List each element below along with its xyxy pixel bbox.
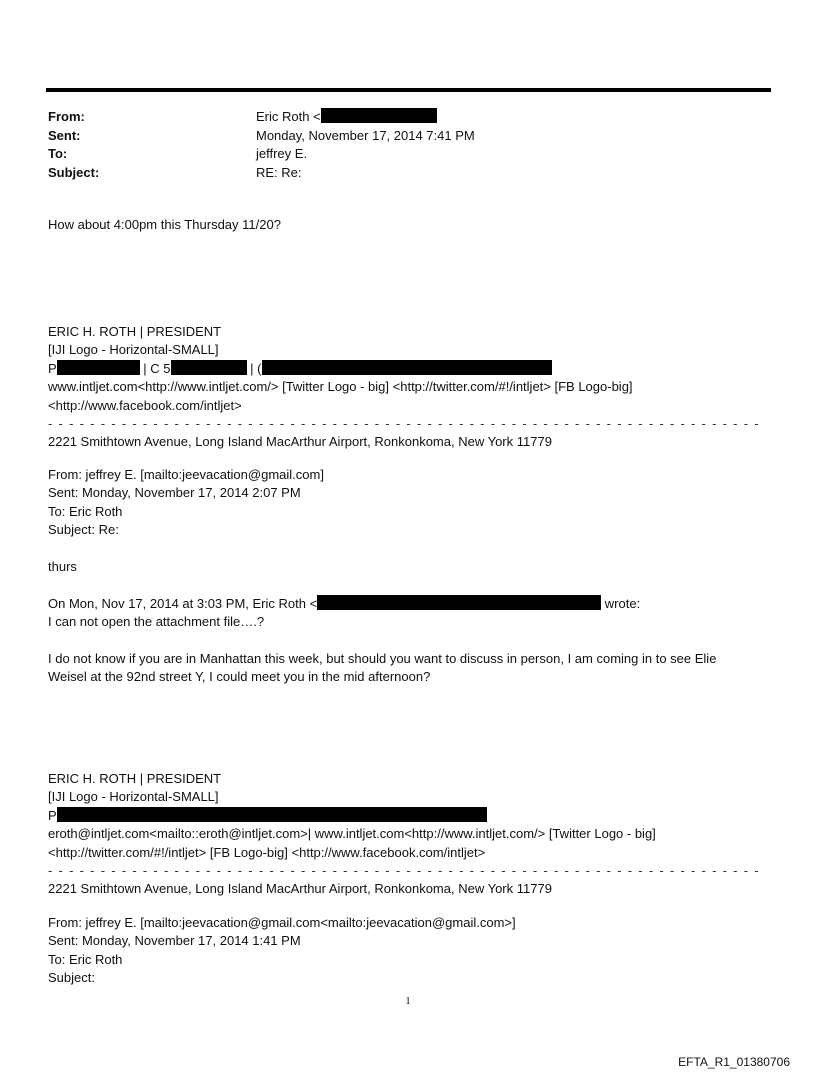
to-label: To: bbox=[48, 146, 68, 161]
sent-value: Monday, November 17, 2014 7:41 PM bbox=[256, 127, 475, 143]
sig-phone-line bbox=[48, 807, 760, 825]
from-value bbox=[256, 108, 437, 127]
dashed-separator: - - - - - - - - - - - - - - - - - - - - - - - - - - - - - - - - - - - - - - - - - - - - - - - - - - - - - - - - - - - - - - - - - - - - bbox=[48, 416, 760, 432]
reply-to: To: Eric Roth bbox=[48, 503, 123, 519]
message-text: How about 4:00pm this Thursday 11/20? bbox=[48, 217, 281, 232]
from-row bbox=[48, 108, 475, 127]
reply-subject: Subject: Re: bbox=[48, 522, 119, 538]
quote-wrote: wrote: bbox=[604, 595, 641, 611]
redaction-block bbox=[57, 360, 140, 375]
sig-links-line-1: eroth@intljet.com<mailto::eroth@intljet.com>| www.intljet.com<http://www.intljet.com/> [Twitter Logo - big] bbox=[48, 826, 656, 842]
page-number: 1 bbox=[405, 995, 411, 1007]
quote-intro-line bbox=[48, 595, 716, 613]
reply-to: To: Eric Roth bbox=[48, 951, 123, 967]
reply-sent: Sent: Monday, November 17, 2014 1:41 PM bbox=[48, 933, 301, 949]
email-header bbox=[48, 108, 475, 182]
reply-1 bbox=[48, 466, 716, 687]
sig-phone-line bbox=[48, 360, 760, 378]
sig-links-line-2: <http://www.facebook.com/intljet> bbox=[48, 397, 242, 413]
blank-line bbox=[48, 576, 716, 594]
sig-name-line: ERIC H. ROTH | PRESIDENT bbox=[48, 324, 222, 339]
redaction-block bbox=[171, 360, 247, 375]
sig-logo-line: [IJI Logo - Horizontal-SMALL] bbox=[48, 342, 219, 358]
quote-line: I can not open the attachment file….? bbox=[48, 614, 265, 630]
quote-para-line-2: Weisel at the 92nd street Y, I could meet you in the mid afternoon? bbox=[48, 669, 431, 685]
dashed-separator: - - - - - - - - - - - - - - - - - - - - - - - - - - - - - - - - - - - - - - - - - - - - - - - - - - - - - - - - - - - - - - - - - - - - bbox=[48, 863, 760, 879]
blank-line bbox=[48, 632, 716, 650]
reply-2 bbox=[48, 914, 516, 988]
phone-prefix: P bbox=[48, 360, 57, 376]
header-rule bbox=[46, 88, 771, 92]
sent-row bbox=[48, 127, 475, 146]
redaction-block bbox=[262, 360, 552, 375]
sig-logo-line: [IJI Logo - Horizontal-SMALL] bbox=[48, 789, 219, 805]
signature-2 bbox=[48, 770, 760, 899]
redaction-block bbox=[321, 108, 437, 123]
subject-value: RE: Re: bbox=[256, 164, 302, 180]
phone-sep: | bbox=[250, 360, 254, 376]
quote-para-line-1: I do not know if you are in Manhattan this week, but should you want to discuss in person, I am coming in to see Elie bbox=[48, 651, 717, 667]
phone-prefix: P bbox=[48, 807, 57, 823]
reply-subject: Subject: bbox=[48, 970, 95, 986]
reply-message: thurs bbox=[48, 559, 77, 575]
blank-line bbox=[48, 540, 716, 558]
to-row bbox=[48, 145, 475, 164]
sig-name-line: ERIC H. ROTH | PRESIDENT bbox=[48, 771, 222, 786]
sent-label: Sent: bbox=[48, 127, 81, 143]
sig-links-line-2: <http://twitter.com/#!/intljet> [FB Logo-big] <http://www.facebook.com/intljet> bbox=[48, 844, 486, 860]
document-id: EFTA_R1_01380706 bbox=[678, 1055, 790, 1069]
sig-address: 2221 Smithtown Avenue, Long Island MacArthur Airport, Ronkonkoma, New York 11779 bbox=[48, 434, 552, 450]
sig-links-line-1: www.intljet.com<http://www.intljet.com/> [Twitter Logo - big] <http://twitter.com/#!/intljet> [FB Logo-big] bbox=[48, 379, 633, 395]
from-label: From: bbox=[48, 109, 85, 124]
to-value: jeffrey E. bbox=[256, 146, 308, 161]
subject-row bbox=[48, 164, 475, 183]
from-name: Eric Roth < bbox=[256, 109, 321, 124]
redaction-block bbox=[317, 595, 601, 610]
signature-1 bbox=[48, 323, 760, 452]
phone-mid: | C 5 bbox=[143, 360, 171, 376]
reply-from: From: jeffrey E. [mailto:jeevacation@gmail.com] bbox=[48, 467, 324, 482]
subject-label: Subject: bbox=[48, 164, 100, 180]
message-body bbox=[48, 216, 281, 234]
sig-address: 2221 Smithtown Avenue, Long Island MacArthur Airport, Ronkonkoma, New York 11779 bbox=[48, 881, 552, 897]
phone-tail: ( bbox=[257, 360, 262, 376]
reply-sent: Sent: Monday, November 17, 2014 2:07 PM bbox=[48, 485, 301, 501]
quote-intro: On Mon, Nov 17, 2014 at 3:03 PM, Eric Roth < bbox=[48, 595, 318, 611]
reply-from: From: jeffrey E. [mailto:jeevacation@gmail.com<mailto:jeevacation@gmail.com>] bbox=[48, 915, 516, 930]
redaction-block bbox=[57, 807, 487, 822]
